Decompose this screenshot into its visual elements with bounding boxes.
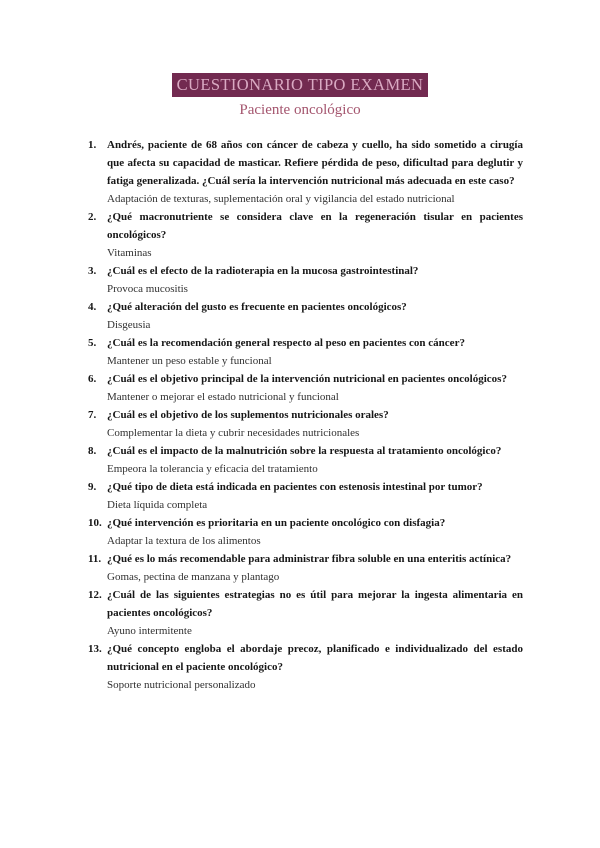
question-item [88,370,523,406]
answer-text: Adaptación de texturas, suplementación oral y vigilancia del estado nutricional [107,192,455,205]
question-number: 8. [88,444,97,457]
question-body [107,514,523,550]
question-list [0,136,600,694]
question-body [107,586,523,640]
answer-text: Provoca mucositis [107,282,188,295]
question-text: ¿Cuál es la recomendación general respecto al peso en pacientes con cáncer? [107,336,465,349]
answer-text: Soporte nutricional personalizado [107,678,256,691]
question-item [88,208,523,262]
question-text: ¿Cuál es el impacto de la malnutrición sobre la respuesta al tratamiento oncológico? [107,444,502,457]
question-number: 6. [88,372,97,385]
question-number: 5. [88,336,97,349]
question-text: ¿Qué tipo de dieta está indicada en pacientes con estenosis intestinal por tumor? [107,480,483,493]
question-item [88,298,523,334]
document-header [0,73,600,119]
question-body [107,262,523,298]
answer-text: Adaptar la textura de los alimentos [107,534,261,547]
answer-text: Gomas, pectina de manzana y plantago [107,570,280,583]
question-number: 1. [88,138,97,151]
question-text: ¿Qué es lo más recomendable para administrar fibra soluble en una enteritis actínica? [107,552,512,565]
question-body [107,208,523,262]
question-number: 13. [88,642,102,655]
question-text: ¿Cuál es el efecto de la radioterapia en la mucosa gastrointestinal? [107,264,419,277]
question-number: 10. [88,516,102,529]
question-number: 2. [88,210,97,223]
question-number: 11. [88,552,102,565]
question-body [107,298,523,334]
question-number: 4. [88,300,97,313]
answer-text: Mantener o mejorar el estado nutricional y funcional [107,390,339,403]
question-item [88,136,523,208]
question-item [88,478,523,514]
answer-text: Mantener un peso estable y funcional [107,354,272,367]
question-text: ¿Cuál es el objetivo de los suplementos nutricionales orales? [107,408,389,421]
question-item [88,262,523,298]
question-text: ¿Cuál de las siguientes estrategias no es útil para mejorar la ingesta alimentaria en pacientes oncológicos? [107,588,523,619]
question-body [107,550,523,586]
answer-text: Vitaminas [107,246,152,259]
title-banner: CUESTIONARIO TIPO EXAMEN [172,73,429,97]
question-item [88,550,523,586]
question-number: 9. [88,480,97,493]
question-item [88,514,523,550]
question-text: ¿Qué alteración del gusto es frecuente en pacientes oncológicos? [107,300,407,313]
question-text: Andrés, paciente de 68 años con cáncer de cabeza y cuello, ha sido sometido a cirugía que afecta su capacidad de masticar. Refiere pérdida de peso, dificultad para deglutir y fatiga generalizada. ¿Cuál sería la intervención nutricional más adecuada en este caso? [107,138,523,187]
question-item [88,586,523,640]
answer-text: Complementar la dieta y cubrir necesidades nutricionales [107,426,360,439]
question-body [107,406,523,442]
answer-text: Dieta líquida completa [107,498,208,511]
question-text: ¿Qué concepto engloba el abordaje precoz, planificado e individualizado del estado nutricional en el paciente oncológico? [107,642,523,673]
question-item [88,334,523,370]
question-body [107,442,523,478]
question-number: 7. [88,408,97,421]
question-number: 3. [88,264,97,277]
question-body [107,370,523,406]
question-body [107,640,523,694]
question-item [88,442,523,478]
question-number: 12. [88,588,102,601]
answer-text: Disgeusia [107,318,151,331]
question-text: ¿Qué macronutriente se considera clave en la regeneración tisular en pacientes oncológicos? [107,210,523,241]
question-item [88,406,523,442]
question-text: ¿Cuál es el objetivo principal de la intervención nutricional en pacientes oncológicos? [107,372,507,385]
answer-text: Empeora la tolerancia y eficacia del tratamiento [107,462,318,475]
answer-text: Ayuno intermitente [107,624,192,637]
question-text: ¿Qué intervención es prioritaria en un paciente oncológico con disfagia? [107,516,446,529]
question-body [107,334,523,370]
question-body [107,136,523,208]
question-item [88,640,523,694]
page-subtitle: Paciente oncológico [239,101,361,118]
question-body [107,478,523,514]
